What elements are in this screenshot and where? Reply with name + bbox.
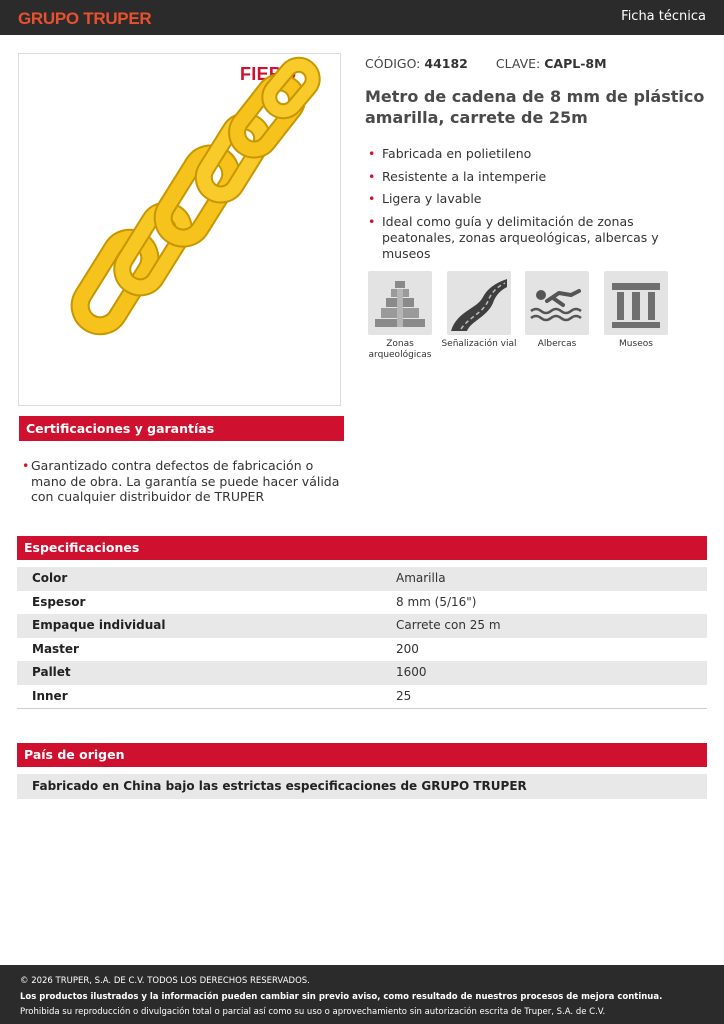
- swimmer-icon: [525, 271, 589, 335]
- top-bar: [0, 0, 724, 35]
- key-label: CLAVE:: [495, 56, 541, 71]
- spec-key: Master: [32, 641, 79, 656]
- spec-value: 25: [396, 688, 412, 703]
- code-value: 44182: [424, 56, 468, 71]
- table-row: [17, 638, 707, 662]
- table-row: [17, 591, 707, 615]
- feature-item: • Ligera y lavable: [368, 191, 708, 207]
- feature-item: • Ideal como guía y delimitación de zonas peatonales, zonas arqueológicas, albercas y museos: [368, 214, 708, 262]
- origin-text: Fabricado en China bajo las estrictas especificaciones de GRUPO TRUPER: [17, 774, 707, 799]
- use-label: Señalización vial: [441, 339, 517, 349]
- use-museums: [604, 271, 668, 349]
- spec-value: 8 mm (5/16"): [396, 594, 477, 609]
- use-label: Zonas arqueológicas: [368, 339, 432, 360]
- specifications-table: [17, 567, 707, 708]
- copyright-text: © 2026 TRUPER, S.A. DE C.V. TODOS LOS DERECHOS RESERVADOS.: [20, 976, 310, 986]
- code-label: CÓDIGO:: [365, 56, 421, 71]
- spec-value: 1600: [396, 665, 427, 679]
- spec-value: 200: [396, 641, 419, 656]
- footer: [0, 965, 724, 1024]
- feature-list: [368, 146, 708, 268]
- table-row: [17, 567, 707, 591]
- table-divider: [17, 708, 707, 709]
- fiero-brand-logo: FIERO: [240, 64, 297, 84]
- table-row: [17, 614, 707, 638]
- spec-key: Inner: [32, 688, 68, 703]
- specifications-heading: Especificaciones: [17, 536, 707, 560]
- spec-key: Espesor: [32, 594, 86, 609]
- use-road-signage: [441, 271, 517, 349]
- warranty-text: • Garantizado contra defectos de fabricación o mano de obra. La garantía se puede hacer válida con cualquier distribuidor de TRUPER: [22, 458, 342, 505]
- spec-key: Pallet: [32, 665, 71, 679]
- table-row: [17, 661, 707, 685]
- use-archaeological: [368, 271, 432, 360]
- grupo-truper-logo: GRUPO TRUPER: [18, 9, 152, 28]
- product-title: Metro de cadena de 8 mm de plástico amarilla, carrete de 25m: [365, 87, 705, 127]
- doc-type-label: Ficha técnica: [621, 9, 706, 24]
- spec-value: Carrete con 25 m: [396, 618, 501, 632]
- chain-image: [19, 54, 341, 406]
- spec-key: Empaque individual: [32, 618, 166, 632]
- certifications-heading: Certificaciones y garantías: [19, 416, 344, 441]
- use-label: Museos: [619, 339, 653, 349]
- notice-text: Los productos ilustrados y la información pueden cambiar sin previo aviso, como resultado de nuestros procesos de mejora continua.: [20, 991, 663, 1002]
- product-image-frame: [18, 53, 341, 406]
- road-icon: [447, 271, 511, 335]
- prohibition-text: Prohibida su reproducción o divulgación total o parcial así como su uso o aprovechamiento sin autorización escrita de Truper, S.A. de C.V.: [20, 1007, 606, 1017]
- use-label: Albercas: [537, 339, 577, 349]
- spec-value: Amarilla: [396, 571, 446, 585]
- museum-icon: [604, 271, 668, 335]
- table-row: [17, 685, 707, 709]
- spec-key: Color: [32, 571, 68, 585]
- use-pools: [525, 271, 589, 349]
- origin-heading: País de origen: [17, 743, 707, 767]
- product-codes: [365, 56, 607, 71]
- feature-item: • Resistente a la intemperie: [368, 169, 708, 185]
- pyramid-icon: [368, 271, 432, 335]
- feature-item: • Fabricada en polietileno: [368, 146, 708, 162]
- key-value: CAPL-8M: [544, 56, 607, 71]
